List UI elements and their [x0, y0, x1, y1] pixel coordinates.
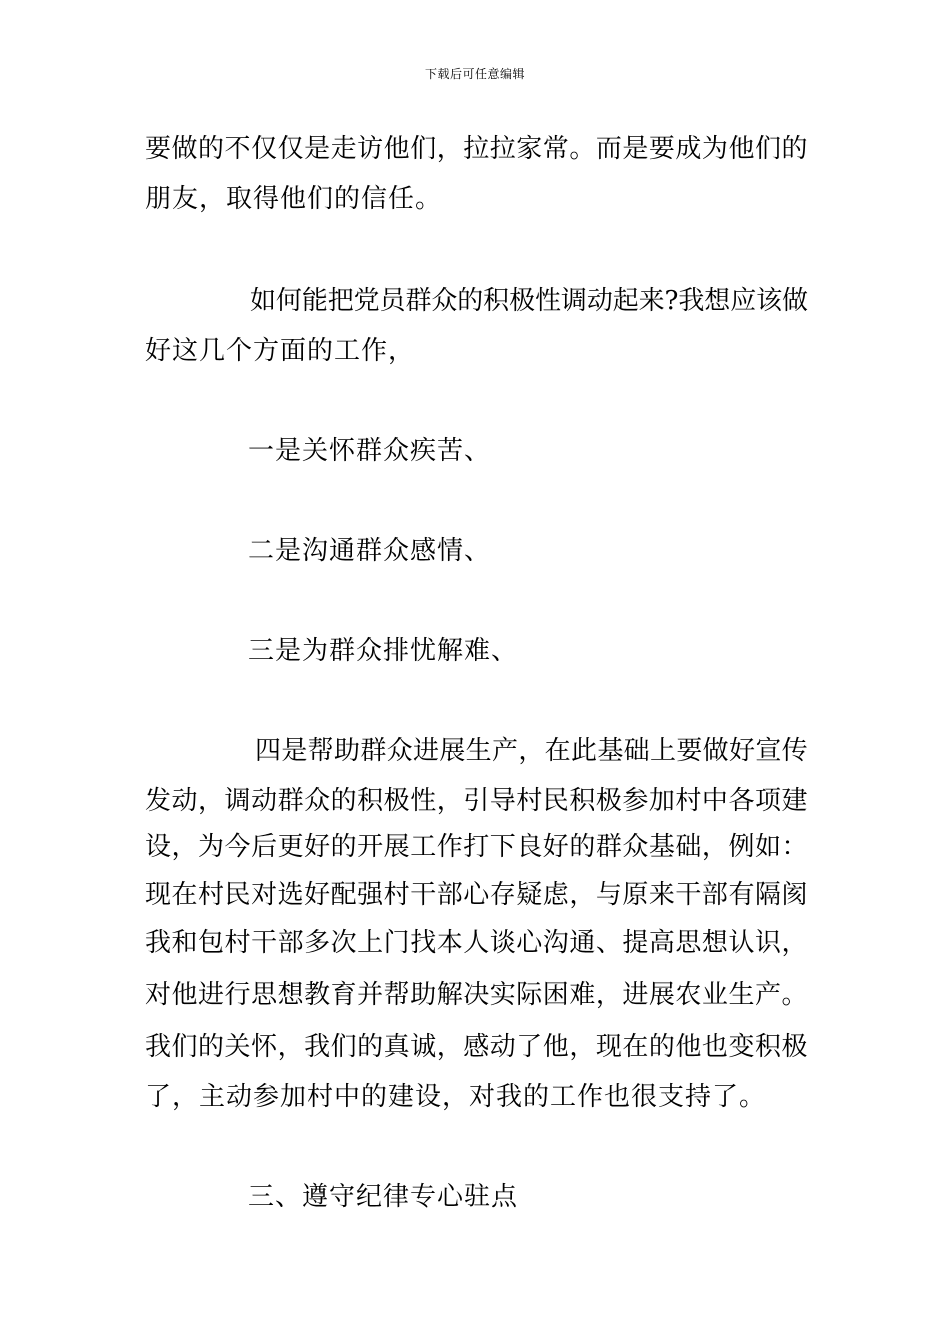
page-header: 下载后可任意编辑 [424, 67, 525, 81]
paragraph-line: 要做的不仅仅是走访他们，拉拉家常。而是要成为他们的 [145, 134, 809, 164]
paragraph-line: 对他进行思想教育并帮助解决实际困难，进展农业生产。 [145, 980, 809, 1010]
paragraph-line: 发动，调动群众的积极性，引导村民积极参加村中各项建 [145, 786, 809, 816]
paragraph-line: 朋友，取得他们的信任。 [145, 184, 443, 214]
paragraph-line: 四是帮助群众进展生产，在此基础上要做好宣传 [255, 736, 809, 766]
paragraph-line: 如何能把党员群众的积极性调动起来?我想应该做 [250, 286, 808, 316]
paragraph-line: 现在村民对选好配强村干部心存疑虑，与原来干部有隔阂 [145, 880, 809, 910]
paragraph-line: 二是沟通群众感情、 [248, 536, 492, 566]
paragraph-line: 我和包村干部多次上门找本人谈心沟通、提高思想认识， [145, 928, 809, 958]
section-heading: 三、遵守纪律专心驻点 [248, 1182, 519, 1212]
paragraph-line: 我们的关怀，我们的真诚，感动了他，现在的他也变积极 [145, 1032, 809, 1062]
paragraph-line: 一是关怀群众疾苦、 [248, 436, 492, 466]
paragraph-line: 设，为今后更好的开展工作打下良好的群众基础，例如： [145, 832, 809, 862]
paragraph-line: 了，主动参加村中的建设，对我的工作也很支持了。 [145, 1082, 767, 1112]
paragraph-line: 好这几个方面的工作， [145, 336, 416, 366]
paragraph-line: 三是为群众排忧解难、 [248, 636, 519, 666]
